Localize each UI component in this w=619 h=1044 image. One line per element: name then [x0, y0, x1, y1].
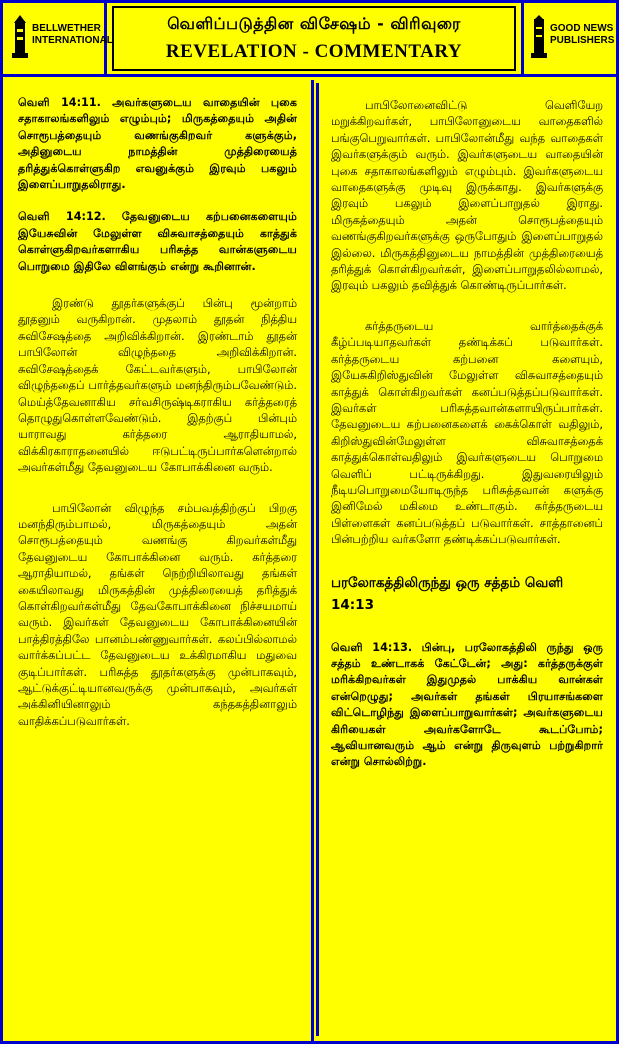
commentary-paragraph: பாபிலோன் விழுந்த சம்பவத்திற்குப் பிறகு மனந்திரும்பாமல், மிருகத்தையும் அதன் சொரூபத்தையும் வணங்கு கிறவர்கள்மீது தேவனுடைய கோபாக்கினை வரும். கர்த்தரை ஆராதியாமல், தங்கள் நெற்றியிலாவது தங்கள் கையிலாவது மிருகத்தின் முத்திரையைத் தரித்துக் கொள்கிறவர்கள்மீது தேவகோபாக்கினை நிச்சயமாய் வரும். இவர்கள் தேவனுடைய கோபாக்கினையின் பாத்திரத்திலே பானம்பண்ணுவார்கள். கலப்பில்லாமல் வார்க்கப்பட்ட தேவனுடைய உக்கிரமாகிய மதுவை குடிப்பார்கள். பரிசுத்த தூதர்களுக்கு முன்பாகவும், ஆட்டுக்குட்டியானவருக்கு முன்பாகவும், அவர்கள் அக்கினியினாலும் கந்தகத்தினாலும் வாதிக்கப்படுவார்கள். — [18, 500, 297, 728]
title-box — [112, 6, 516, 71]
right-column — [316, 83, 615, 1036]
title-tamil: வெளிப்படுத்தின விசேஷம் - விரிவுரை — [167, 14, 461, 33]
good-news-logo — [521, 3, 616, 74]
title-english: REVELATION - COMMENTARY — [165, 41, 463, 62]
bellwether-logo-text: BELLWETHER INTERNATIONAL — [32, 23, 113, 46]
section-heading: பரலோகத்திலிருந்து ஒரு சத்தம் வெளி 14:13 — [331, 574, 564, 613]
commentary-paragraph: கர்த்தருடைய வார்த்தைக்குக் கீழ்ப்படியாதவர்கள் தண்டிக்கப் படுவார்கள். கர்த்தருடைய கற்பனை களையும், இயேசுகிறிஸ்துவின் மேலுள்ள விசுவாசத்தையும் காத்துக் கொள்கிறவர்கள் கனப்படுத்தப்படுவார்கள். இவர்கள் பரிசுத்தவான்களாயிருப்பார்கள். தேவனுடைய கற்பனைகளைக் கைக்கொள் வதிலும், கிறிஸ்துவின்மேலுள்ள விசுவாசத்தைக் காத்துக்கொள்வதிலும் இவர்களுடைய பொறுமை வெளிப் பட்டிருக்கிறது. இதுவரையிலும் நீடியபொறுமையோடிருந்த பரிசுத்தவான் களுக்கு இனிமேல் மகிமை உண்டாகும். கர்த்தருடைய பிள்ளைகள் கனப்படுத்தப் படுவார்கள். சாத்தானைப் பின்பற்றிய வர்களோ தண்டிக்கப்படுவார்கள். — [331, 318, 603, 547]
verse-14-11: வெளி 14:11. அவர்களுடைய வாதையின் புகை சதாகாலங்களிலும் எழும்பும்; மிருகத்தையும் அதின் சொரூபத்தையும் வணங்குகிறவர் களுக்கும், அதினுடைய நாமத்தின் முத்திரையைத் தரித்துக்கொள்ளுகிற எவனுக்கும் இரவும் பகலும் இளைப்பாறுதலிராது. — [18, 96, 297, 192]
left-column — [8, 83, 309, 1036]
commentary-paragraph: பாபிலோனைவிட்டு வெளியேற மறுக்கிறவர்கள், பாபிலோனுடைய வாதைகளில் பங்குபெறுவார்கள். பாபிலோன்மீது வந்த வாதைகள் இவர்களுக்கும் வரும். இவர்களுடைய வாதையின் புகை சதாகாலங்களிலும் எழும்பும். இவர்களுடைய வாதைகளுக்கு முடிவு இருக்காது. இவர்களுக்கு இரவும் பகலும் இளைப்பாறுதல் இராது. மிருகத்தையும் அதன் சொரூபத்தையும் வணங்குகிறவர்களுக்கு ஒருபோதும் இளைப்பாறுதல் இல்லை. மிருகத்தினுடைய நாமத்தின் முத்திரையைத் தரித்துக் கொள்கிறவர்கள், இளைப்பாறுதலில்லாமல், இரவும் பகலும் தவித்துக் கொண்டிருப்பார்கள். — [331, 98, 603, 293]
book-logo-icon — [529, 15, 549, 61]
column-divider — [311, 80, 314, 1041]
commentary-paragraph: இரண்டு தூதர்களுக்குப் பின்பு மூன்றாம் தூதனும் வருகிறான். முதலாம் தூதன் நித்திய சுவிசேஷத்தை அறிவிக்கிறான். இரண்டாம் தூதன் பாபிலோன் விழுந்ததை அறிவிக்கிறான். சுவிசேஷத்தைக் கேட்டவர்களும், பாபிலோன் விழுந்ததைப் பார்த்தவர்களும் மனந்திரும்பவேண்டும். மெய்த்தேவனாகிய சர்வசிருஷ்டிகராகிய கர்த்தரைத் தொழுதுகொள்ளவேண்டும். இதற்குப் பின்பும் யாராவது கர்த்தரை ஆராதியாமல், விக்கிரகாராதனையில் ஈடுபட்டிருப்பார்களென்றால் அவர்கள்மீது தேவனுடைய கோபாக்கினை வரும். — [18, 296, 297, 475]
verse-14-13: வெளி 14:13. பின்பு, பரலோகத்திலி ருந்து ஒரு சத்தம் உண்டாகக் கேட்டேன்; அது: கர்த்தருக்குள் மரிக்கிறவர்கள் இதுமுதல் பாக்கிய வான்கள் என்றெழுது; அவர்கள் தங்கள் பிரயாசங்களை விட்டொழிந்து இளைப்பாறுவார்கள்; அவர்களுடைய கிரியைகள் அவர்களோடே கூடப்போம்; ஆவியானவரும் ஆம் என்று திருவுளம் பற்றுகிறார் என்று சொல்லிற்று. — [331, 640, 603, 769]
verse-14-12: வெளி 14:12. தேவனுடைய கற்பனைகளையும் இயேசுவின் மேலுள்ள விசுவாசத்தையும் காத்துக் கொள்ளுகிறவர்களாகிய பரிசுத்த வான்களுடைய பொறுமை இதிலே விளங்கும் என்று கூறினான். — [18, 210, 297, 273]
good-news-logo-text: GOOD NEWS PUBLISHERS — [550, 23, 615, 46]
bellwether-logo-icon — [9, 15, 31, 61]
bellwether-logo — [3, 3, 113, 74]
header — [3, 3, 616, 77]
